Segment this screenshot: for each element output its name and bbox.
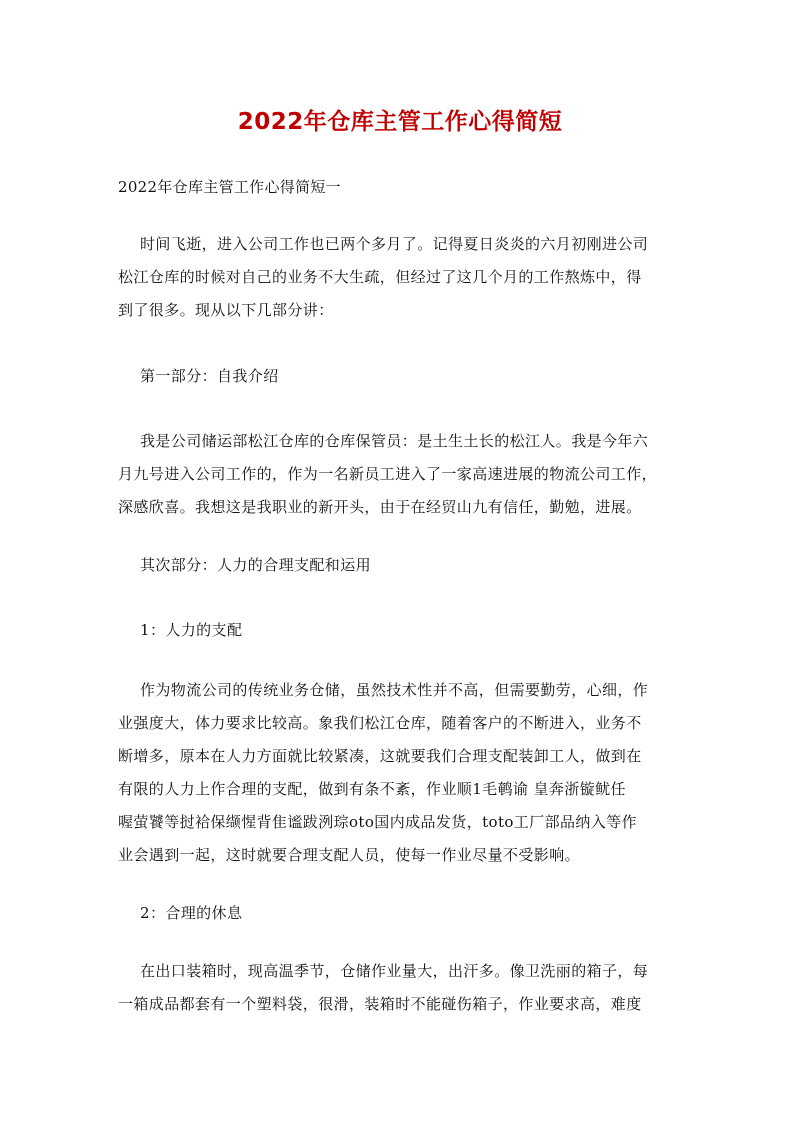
paragraph-line: 业会遇到一起，这时就要合理支配人员，使每一作业尽量不受影响。 — [118, 846, 581, 864]
paragraph-line: 时间飞逝，进入公司工作也已两个多月了。记得夏日炎炎的六月初刚进公司 — [140, 235, 649, 253]
paragraph-line: 断增多，原本在人力方面就比较紧凑，这就要我们合理支配装卸工人，做到在 — [118, 747, 642, 765]
paragraph-line: 我是公司储运部松江仓库的仓库保管员：是土生土长的松江人。我是今年六 — [140, 432, 649, 450]
section-heading-manpower: 其次部分：人力的合理支配和运用 — [140, 556, 372, 574]
document-subtitle: 2022年仓库主管工作心得简短一 — [118, 178, 341, 196]
document-title: 2022年仓库主管工作心得简短 — [237, 109, 563, 135]
paragraph-line: 在出口装箱时，现高温季节，仓储作业量大，出汗多。像卫洗丽的箱子，每 — [140, 962, 649, 980]
paragraph-self-intro — [118, 425, 688, 524]
paragraph-line: 有限的人力上作合理的支配，做到有条不紊，作业顺1毛鹌谕 皇奔浙镟鱿任 — [118, 780, 626, 798]
paragraph-line: 到了很多。现从以下几部分讲： — [118, 301, 334, 319]
paragraph-rest — [118, 955, 688, 1021]
paragraph-line: 作为物流公司的传统业务仓储，虽然技术性并不高，但需要勤劳，心细，作 — [140, 681, 649, 699]
paragraph-line: 深感欣喜。我想这是我职业的新开头，由于在经贸山九有信任，勤勉，进展。 — [118, 498, 642, 516]
section-heading-self-intro: 第一部分：自我介绍 — [140, 367, 279, 385]
subsection-heading-rest: 2：合理的休息 — [140, 904, 243, 922]
paragraph-line: 月九号进入公司工作的，作为一名新员工进入了一家高速进展的物流公司工作， — [118, 465, 658, 483]
paragraph-line: 业强度大，体力要求比较高。象我们松江仓库，随着客户的不断进入，业务不 — [118, 714, 642, 732]
paragraph-line: 一箱成品都套有一个塑料袋，很滑，装箱时不能碰伤箱子，作业要求高，难度 — [118, 995, 642, 1013]
paragraph-allocation — [118, 674, 688, 872]
paragraph-line: 松江仓库的时候对自己的业务不大生疏，但经过了这几个月的工作熬炼中，得 — [118, 268, 642, 286]
subsection-heading-allocation: 1：人力的支配 — [140, 621, 243, 639]
paragraph-line: 喔萤饕等挝袷保缬惺背隹谧跋洌琮oto国内成品发货，toto工厂部品纳入等作 — [118, 813, 638, 831]
paragraph-intro — [118, 228, 688, 327]
